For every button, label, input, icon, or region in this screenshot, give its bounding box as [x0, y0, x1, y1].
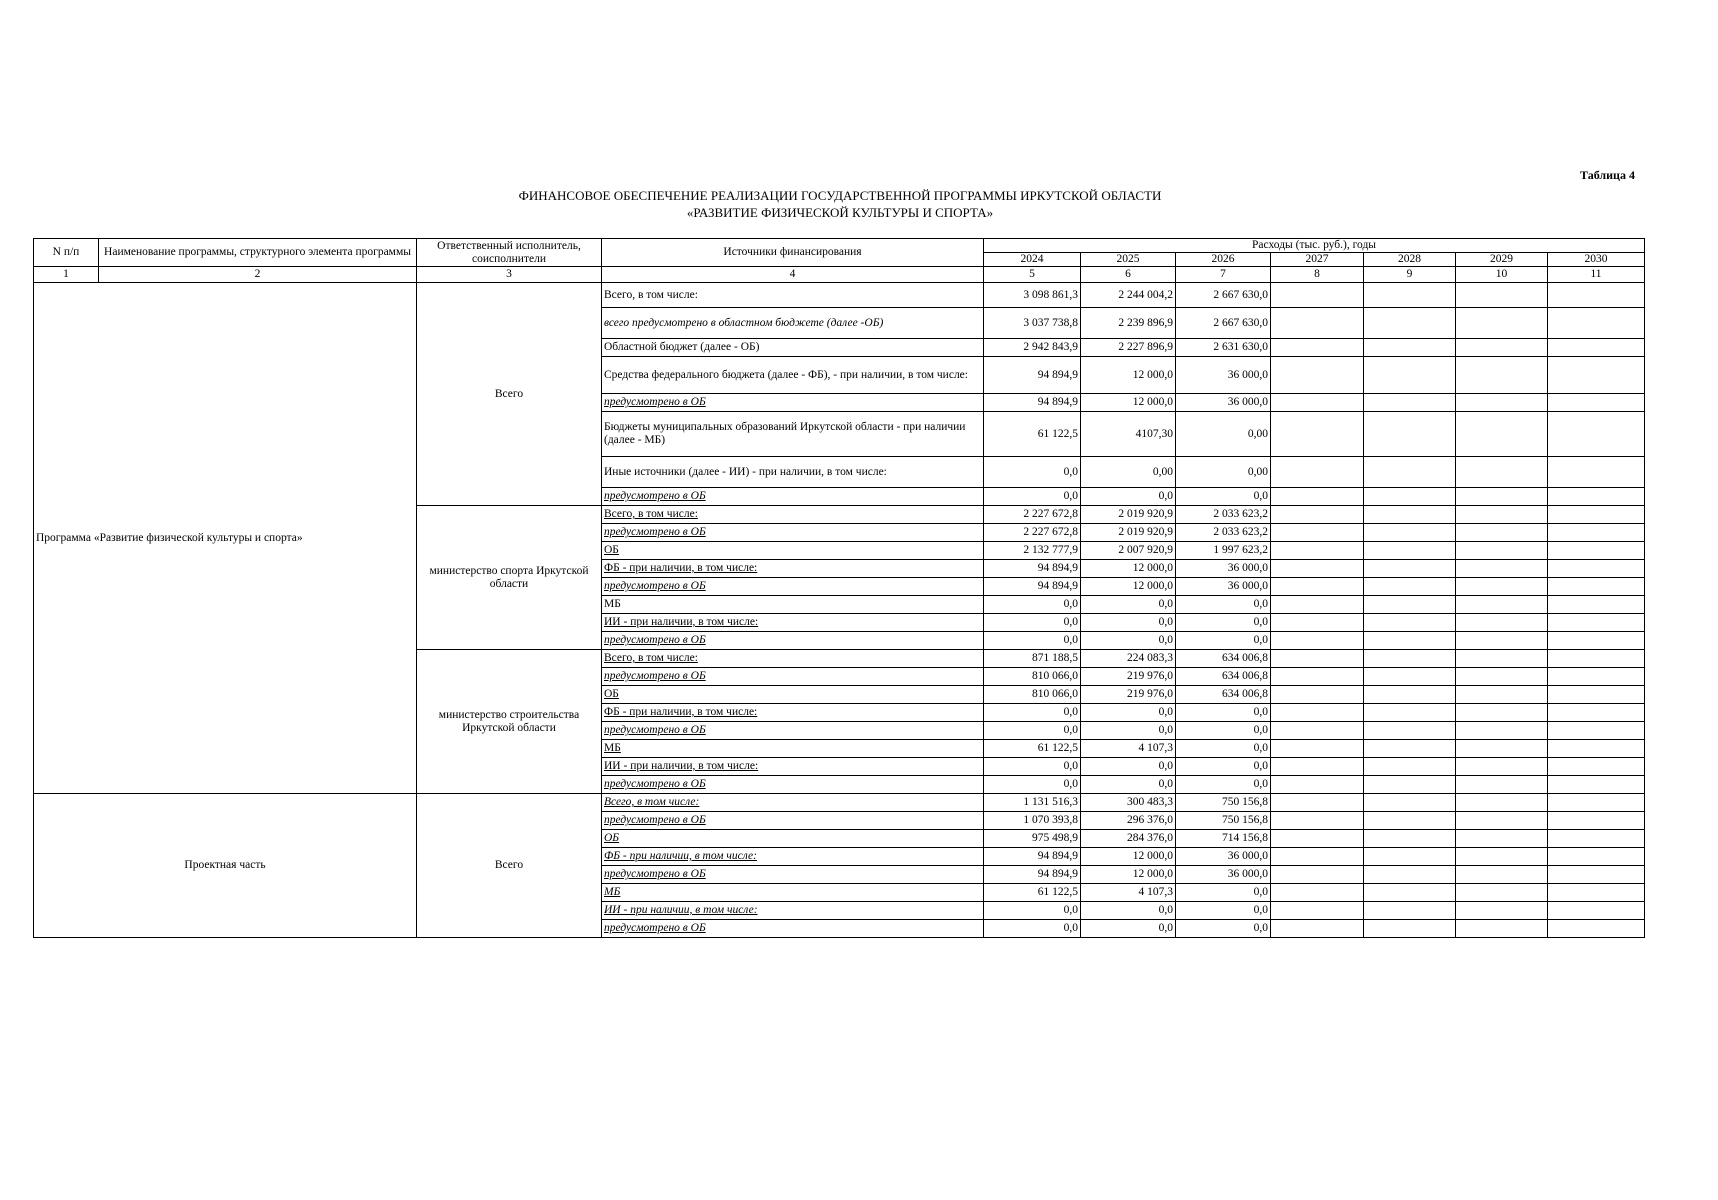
value-2026: 1 997 623,2 — [1176, 542, 1271, 560]
value-2027 — [1271, 488, 1364, 506]
value-2024: 94 894,9 — [984, 560, 1081, 578]
value-2024: 0,0 — [984, 722, 1081, 740]
header-num: N п/п — [34, 239, 99, 267]
value-2027 — [1271, 339, 1364, 357]
value-2027 — [1271, 596, 1364, 614]
executor-cell: Всего — [417, 794, 602, 938]
value-2025: 300 483,3 — [1081, 794, 1176, 812]
source-cell: ФБ - при наличии, в том числе: — [602, 848, 984, 866]
value-2024: 0,0 — [984, 902, 1081, 920]
source-cell: Бюджеты муниципальных образований Иркутской области - при наличии (далее - МБ) — [602, 412, 984, 457]
value-2025: 0,0 — [1081, 776, 1176, 794]
value-2027 — [1271, 650, 1364, 668]
column-index: 2 — [99, 267, 417, 283]
source-cell: предусмотрено в ОБ — [602, 920, 984, 938]
value-2030 — [1548, 339, 1645, 357]
source-cell: МБ — [602, 740, 984, 758]
value-2030 — [1548, 794, 1645, 812]
value-2029 — [1456, 524, 1548, 542]
column-index: 7 — [1176, 267, 1271, 283]
value-2030 — [1548, 650, 1645, 668]
column-index: 4 — [602, 267, 984, 283]
value-2025: 0,0 — [1081, 632, 1176, 650]
value-2028 — [1364, 776, 1456, 794]
value-2027 — [1271, 524, 1364, 542]
value-2025: 12 000,0 — [1081, 560, 1176, 578]
value-2027 — [1271, 758, 1364, 776]
value-2024: 0,0 — [984, 596, 1081, 614]
value-2029 — [1456, 578, 1548, 596]
title-line-2: «РАЗВИТИЕ ФИЗИЧЕСКОЙ КУЛЬТУРЫ И СПОРТА» — [686, 205, 994, 220]
value-2029 — [1456, 412, 1548, 457]
value-2027 — [1271, 308, 1364, 339]
executor-cell: министерство спорта Иркутской области — [417, 506, 602, 650]
value-2026: 2 667 630,0 — [1176, 308, 1271, 339]
value-2029 — [1456, 394, 1548, 412]
value-2025: 0,0 — [1081, 488, 1176, 506]
title-line-1: ФИНАНСОВОЕ ОБЕСПЕЧЕНИЕ РЕАЛИЗАЦИИ ГОСУДАРСТВЕННОЙ ПРОГРАММЫ ИРКУТСКОЙ ОБЛАСТИ — [518, 188, 1162, 203]
value-2028 — [1364, 412, 1456, 457]
value-2027 — [1271, 686, 1364, 704]
value-2030 — [1548, 488, 1645, 506]
value-2029 — [1456, 686, 1548, 704]
value-2024: 61 122,5 — [984, 740, 1081, 758]
value-2025: 12 000,0 — [1081, 394, 1176, 412]
value-2030 — [1548, 394, 1645, 412]
value-2025: 2 019 920,9 — [1081, 524, 1176, 542]
value-2028 — [1364, 339, 1456, 357]
value-2026: 634 006,8 — [1176, 668, 1271, 686]
value-2027 — [1271, 902, 1364, 920]
value-2027 — [1271, 283, 1364, 308]
column-index: 5 — [984, 267, 1081, 283]
value-2029 — [1456, 506, 1548, 524]
value-2024: 0,0 — [984, 457, 1081, 488]
value-2024: 2 227 672,8 — [984, 506, 1081, 524]
value-2024: 810 066,0 — [984, 686, 1081, 704]
value-2024: 0,0 — [984, 920, 1081, 938]
value-2024: 810 066,0 — [984, 668, 1081, 686]
value-2030 — [1548, 524, 1645, 542]
value-2024: 3 098 861,3 — [984, 283, 1081, 308]
value-2026: 0,0 — [1176, 704, 1271, 722]
value-2026: 750 156,8 — [1176, 812, 1271, 830]
column-index-row — [34, 267, 1645, 283]
value-2029 — [1456, 308, 1548, 339]
source-cell: Иные источники (далее - ИИ) - при наличии, в том числе: — [602, 457, 984, 488]
value-2028 — [1364, 650, 1456, 668]
source-cell: предусмотрено в ОБ — [602, 722, 984, 740]
value-2030 — [1548, 632, 1645, 650]
document-title — [440, 187, 1240, 221]
value-2030 — [1548, 560, 1645, 578]
value-2029 — [1456, 830, 1548, 848]
value-2030 — [1548, 357, 1645, 394]
column-index: 1 — [34, 267, 99, 283]
value-2029 — [1456, 650, 1548, 668]
value-2028 — [1364, 283, 1456, 308]
value-2026: 2 033 623,2 — [1176, 506, 1271, 524]
value-2027 — [1271, 830, 1364, 848]
value-2026: 0,00 — [1176, 412, 1271, 457]
value-2030 — [1548, 776, 1645, 794]
value-2030 — [1548, 412, 1645, 457]
value-2024: 2 227 672,8 — [984, 524, 1081, 542]
value-2028 — [1364, 866, 1456, 884]
source-cell: ОБ — [602, 686, 984, 704]
value-2025: 12 000,0 — [1081, 848, 1176, 866]
table-row — [34, 283, 1645, 308]
value-2026: 714 156,8 — [1176, 830, 1271, 848]
value-2025: 2 019 920,9 — [1081, 506, 1176, 524]
value-2027 — [1271, 848, 1364, 866]
project-part-cell: Проектная часть — [34, 794, 417, 938]
column-index: 10 — [1456, 267, 1548, 283]
value-2026: 36 000,0 — [1176, 866, 1271, 884]
value-2028 — [1364, 457, 1456, 488]
value-2024: 975 498,9 — [984, 830, 1081, 848]
source-cell: МБ — [602, 884, 984, 902]
value-2028 — [1364, 506, 1456, 524]
value-2025: 0,0 — [1081, 614, 1176, 632]
value-2024: 94 894,9 — [984, 394, 1081, 412]
header-row — [34, 239, 1645, 253]
value-2025: 0,0 — [1081, 920, 1176, 938]
value-2027 — [1271, 812, 1364, 830]
value-2027 — [1271, 704, 1364, 722]
value-2029 — [1456, 848, 1548, 866]
value-2028 — [1364, 560, 1456, 578]
value-2025: 4 107,3 — [1081, 884, 1176, 902]
program-name-cell: Программа «Развитие физической культуры и спорта» — [34, 283, 417, 794]
source-cell: Всего, в том числе: — [602, 506, 984, 524]
column-index: 8 — [1271, 267, 1364, 283]
value-2030 — [1548, 848, 1645, 866]
source-cell: Всего, в том числе: — [602, 794, 984, 812]
value-2025: 2 007 920,9 — [1081, 542, 1176, 560]
value-2029 — [1456, 776, 1548, 794]
value-2024: 1 131 516,3 — [984, 794, 1081, 812]
value-2025: 0,0 — [1081, 596, 1176, 614]
source-cell: предусмотрено в ОБ — [602, 812, 984, 830]
value-2030 — [1548, 884, 1645, 902]
value-2030 — [1548, 283, 1645, 308]
value-2030 — [1548, 866, 1645, 884]
value-2024: 61 122,5 — [984, 412, 1081, 457]
value-2028 — [1364, 542, 1456, 560]
value-2029 — [1456, 632, 1548, 650]
value-2026: 2 631 630,0 — [1176, 339, 1271, 357]
header-year: 2029 — [1456, 253, 1548, 267]
value-2025: 219 976,0 — [1081, 686, 1176, 704]
value-2028 — [1364, 596, 1456, 614]
value-2030 — [1548, 722, 1645, 740]
value-2030 — [1548, 758, 1645, 776]
value-2029 — [1456, 722, 1548, 740]
value-2028 — [1364, 740, 1456, 758]
value-2029 — [1456, 812, 1548, 830]
value-2030 — [1548, 578, 1645, 596]
value-2029 — [1456, 794, 1548, 812]
source-cell: ФБ - при наличии, в том числе: — [602, 704, 984, 722]
value-2025: 296 376,0 — [1081, 812, 1176, 830]
value-2028 — [1364, 848, 1456, 866]
source-cell: предусмотрено в ОБ — [602, 632, 984, 650]
value-2025: 12 000,0 — [1081, 357, 1176, 394]
value-2025: 12 000,0 — [1081, 578, 1176, 596]
value-2030 — [1548, 542, 1645, 560]
header-year: 2030 — [1548, 253, 1645, 267]
source-cell: предусмотрено в ОБ — [602, 488, 984, 506]
value-2025: 0,0 — [1081, 722, 1176, 740]
value-2029 — [1456, 457, 1548, 488]
value-2027 — [1271, 357, 1364, 394]
value-2025: 219 976,0 — [1081, 668, 1176, 686]
value-2026: 0,00 — [1176, 457, 1271, 488]
value-2025: 0,0 — [1081, 902, 1176, 920]
source-cell: предусмотрено в ОБ — [602, 668, 984, 686]
value-2024: 871 188,5 — [984, 650, 1081, 668]
financing-table — [33, 238, 1645, 938]
value-2024: 0,0 — [984, 704, 1081, 722]
value-2027 — [1271, 394, 1364, 412]
value-2024: 61 122,5 — [984, 884, 1081, 902]
value-2024: 0,0 — [984, 614, 1081, 632]
value-2027 — [1271, 668, 1364, 686]
value-2030 — [1548, 457, 1645, 488]
source-cell: предусмотрено в ОБ — [602, 524, 984, 542]
value-2029 — [1456, 902, 1548, 920]
value-2030 — [1548, 308, 1645, 339]
value-2027 — [1271, 412, 1364, 457]
value-2028 — [1364, 902, 1456, 920]
value-2026: 36 000,0 — [1176, 560, 1271, 578]
value-2027 — [1271, 632, 1364, 650]
value-2027 — [1271, 542, 1364, 560]
value-2029 — [1456, 614, 1548, 632]
value-2030 — [1548, 740, 1645, 758]
value-2027 — [1271, 920, 1364, 938]
value-2030 — [1548, 830, 1645, 848]
value-2025: 0,0 — [1081, 704, 1176, 722]
value-2024: 94 894,9 — [984, 866, 1081, 884]
value-2029 — [1456, 357, 1548, 394]
value-2030 — [1548, 668, 1645, 686]
value-2028 — [1364, 920, 1456, 938]
header-executor: Ответственный исполнитель, соисполнители — [417, 239, 602, 267]
value-2029 — [1456, 884, 1548, 902]
value-2028 — [1364, 794, 1456, 812]
value-2030 — [1548, 920, 1645, 938]
source-cell: предусмотрено в ОБ — [602, 578, 984, 596]
value-2024: 3 037 738,8 — [984, 308, 1081, 339]
value-2026: 0,0 — [1176, 776, 1271, 794]
source-cell: предусмотрено в ОБ — [602, 866, 984, 884]
value-2026: 634 006,8 — [1176, 650, 1271, 668]
value-2025: 224 083,3 — [1081, 650, 1176, 668]
value-2028 — [1364, 394, 1456, 412]
value-2029 — [1456, 866, 1548, 884]
value-2024: 0,0 — [984, 758, 1081, 776]
header-year: 2028 — [1364, 253, 1456, 267]
value-2027 — [1271, 506, 1364, 524]
header-year: 2025 — [1081, 253, 1176, 267]
value-2028 — [1364, 308, 1456, 339]
value-2029 — [1456, 542, 1548, 560]
value-2029 — [1456, 283, 1548, 308]
column-index: 3 — [417, 267, 602, 283]
value-2029 — [1456, 596, 1548, 614]
source-cell: предусмотрено в ОБ — [602, 394, 984, 412]
value-2026: 2 667 630,0 — [1176, 283, 1271, 308]
value-2027 — [1271, 560, 1364, 578]
value-2027 — [1271, 866, 1364, 884]
value-2025: 2 239 896,9 — [1081, 308, 1176, 339]
value-2028 — [1364, 812, 1456, 830]
value-2026: 0,0 — [1176, 632, 1271, 650]
value-2026: 0,0 — [1176, 614, 1271, 632]
value-2028 — [1364, 632, 1456, 650]
value-2026: 0,0 — [1176, 758, 1271, 776]
source-cell: ОБ — [602, 830, 984, 848]
value-2025: 4 107,3 — [1081, 740, 1176, 758]
source-cell: ОБ — [602, 542, 984, 560]
value-2024: 94 894,9 — [984, 578, 1081, 596]
value-2029 — [1456, 704, 1548, 722]
source-cell: Всего, в том числе: — [602, 283, 984, 308]
value-2026: 0,0 — [1176, 920, 1271, 938]
value-2029 — [1456, 740, 1548, 758]
value-2025: 0,00 — [1081, 457, 1176, 488]
value-2030 — [1548, 704, 1645, 722]
source-cell: Областной бюджет (далее - ОБ) — [602, 339, 984, 357]
value-2029 — [1456, 488, 1548, 506]
value-2025: 2 244 004,2 — [1081, 283, 1176, 308]
value-2027 — [1271, 614, 1364, 632]
value-2026: 36 000,0 — [1176, 357, 1271, 394]
source-cell: МБ — [602, 596, 984, 614]
value-2028 — [1364, 524, 1456, 542]
value-2028 — [1364, 614, 1456, 632]
value-2028 — [1364, 668, 1456, 686]
value-2025: 4107,30 — [1081, 412, 1176, 457]
value-2025: 12 000,0 — [1081, 866, 1176, 884]
value-2030 — [1548, 506, 1645, 524]
column-index: 9 — [1364, 267, 1456, 283]
value-2028 — [1364, 704, 1456, 722]
value-2029 — [1456, 758, 1548, 776]
header-year: 2027 — [1271, 253, 1364, 267]
source-cell: предусмотрено в ОБ — [602, 776, 984, 794]
source-cell: ФБ - при наличии, в том числе: — [602, 560, 984, 578]
value-2027 — [1271, 457, 1364, 488]
value-2030 — [1548, 902, 1645, 920]
value-2024: 1 070 393,8 — [984, 812, 1081, 830]
header-year: 2024 — [984, 253, 1081, 267]
value-2030 — [1548, 596, 1645, 614]
value-2028 — [1364, 357, 1456, 394]
value-2028 — [1364, 830, 1456, 848]
value-2026: 36 000,0 — [1176, 394, 1271, 412]
value-2026: 36 000,0 — [1176, 578, 1271, 596]
value-2026: 0,0 — [1176, 596, 1271, 614]
value-2028 — [1364, 578, 1456, 596]
value-2027 — [1271, 776, 1364, 794]
value-2029 — [1456, 560, 1548, 578]
column-index: 6 — [1081, 267, 1176, 283]
value-2028 — [1364, 722, 1456, 740]
header-source: Источники финансирования — [602, 239, 984, 267]
value-2024: 0,0 — [984, 488, 1081, 506]
source-cell: ИИ - при наличии, в том числе: — [602, 614, 984, 632]
executor-cell: министерство строительства Иркутской области — [417, 650, 602, 794]
value-2029 — [1456, 668, 1548, 686]
executor-cell: Всего — [417, 283, 602, 506]
table-number-label: Таблица 4 — [1580, 168, 1635, 182]
column-index: 11 — [1548, 267, 1645, 283]
value-2026: 0,0 — [1176, 722, 1271, 740]
value-2030 — [1548, 812, 1645, 830]
value-2029 — [1456, 339, 1548, 357]
value-2027 — [1271, 794, 1364, 812]
source-cell: всего предусмотрено в областном бюджете (далее -ОБ) — [602, 308, 984, 339]
value-2026: 0,0 — [1176, 488, 1271, 506]
value-2027 — [1271, 722, 1364, 740]
value-2024: 0,0 — [984, 632, 1081, 650]
value-2029 — [1456, 920, 1548, 938]
value-2027 — [1271, 578, 1364, 596]
source-cell: Всего, в том числе: — [602, 650, 984, 668]
value-2024: 94 894,9 — [984, 357, 1081, 394]
value-2028 — [1364, 884, 1456, 902]
value-2028 — [1364, 686, 1456, 704]
source-cell: Средства федерального бюджета (далее - ФБ), - при наличии, в том числе: — [602, 357, 984, 394]
source-cell: ИИ - при наличии, в том числе: — [602, 902, 984, 920]
value-2030 — [1548, 686, 1645, 704]
value-2026: 2 033 623,2 — [1176, 524, 1271, 542]
value-2025: 284 376,0 — [1081, 830, 1176, 848]
value-2026: 750 156,8 — [1176, 794, 1271, 812]
source-cell: ИИ - при наличии, в том числе: — [602, 758, 984, 776]
table-row — [34, 794, 1645, 812]
value-2026: 634 006,8 — [1176, 686, 1271, 704]
value-2028 — [1364, 758, 1456, 776]
value-2024: 94 894,9 — [984, 848, 1081, 866]
value-2024: 0,0 — [984, 776, 1081, 794]
value-2025: 0,0 — [1081, 758, 1176, 776]
value-2025: 2 227 896,9 — [1081, 339, 1176, 357]
value-2024: 2 942 843,9 — [984, 339, 1081, 357]
value-2024: 2 132 777,9 — [984, 542, 1081, 560]
value-2030 — [1548, 614, 1645, 632]
value-2026: 0,0 — [1176, 884, 1271, 902]
header-expenses: Расходы (тыс. руб.), годы — [984, 239, 1645, 253]
value-2026: 0,0 — [1176, 740, 1271, 758]
header-year: 2026 — [1176, 253, 1271, 267]
value-2026: 36 000,0 — [1176, 848, 1271, 866]
value-2026: 0,0 — [1176, 902, 1271, 920]
value-2027 — [1271, 884, 1364, 902]
value-2027 — [1271, 740, 1364, 758]
value-2028 — [1364, 488, 1456, 506]
header-name: Наименование программы, структурного элемента программы — [99, 239, 417, 267]
